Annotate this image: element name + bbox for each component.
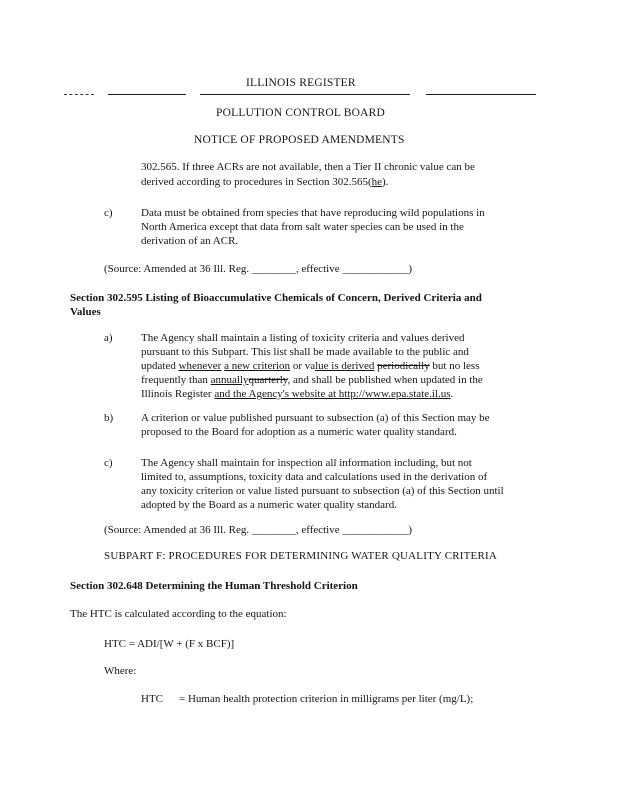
- subsection-c-line-1: Data must be obtained from species that have reproducing wild populations in: [141, 207, 485, 219]
- subsection-c2-line-2: limited to, assumptions, toxicity data and calculations used in the derivation of: [141, 471, 488, 483]
- subsection-c2-line-4: adopted by the Board as a numeric water quality standard.: [141, 499, 397, 511]
- section-302-648-heading: Section 302.648 Determining the Human Threshold Criterion: [70, 580, 358, 592]
- subsection-c2-line-1: The Agency shall maintain for inspection all information including, but not: [141, 457, 472, 469]
- source-note-1: (Source: Amended at 36 Ill. Reg. ________, effective ____________): [104, 263, 413, 275]
- subpart-f-heading: SUBPART F: PROCEDURES FOR DETERMINING WATER QUALITY CRITERIA: [104, 550, 498, 562]
- htc-definition: HTC = Human health protection criterion in milligrams per liter (mg/L);: [141, 693, 474, 705]
- source-note-2: (Source: Amended at 36 Ill. Reg. ________, effective ____________): [104, 524, 413, 536]
- subsection-a-line-5: Illinois Register and the Agency's website at http://www.epa.state.il.us.: [141, 388, 454, 400]
- subsection-c2-marker: c): [104, 457, 113, 469]
- header-rule-left: [108, 94, 186, 95]
- subsection-a-line-3: updated whenever a new criterion or value is derived periodically but no less: [141, 360, 480, 372]
- subsection-c-marker: c): [104, 207, 113, 219]
- subsection-b-line-1: A criterion or value published pursuant to subsection (a) of this Section may be: [141, 412, 490, 424]
- section-302-595-heading-line-1: Section 302.595 Listing of Bioaccumulative Chemicals of Concern, Derived Criteria and: [70, 292, 482, 304]
- subsection-a-marker: a): [104, 332, 113, 344]
- where-label: Where:: [104, 665, 137, 677]
- subsection-a-line-1: The Agency shall maintain a listing of toxicity criteria and values derived: [141, 332, 465, 344]
- para-302-565-line-2: derived according to procedures in Section 302.565(he).: [141, 176, 389, 188]
- section-302-595-heading-line-2: Values: [70, 306, 101, 318]
- notice-title: NOTICE OF PROPOSED AMENDMENTS: [194, 134, 405, 146]
- board-title: POLLUTION CONTROL BOARD: [216, 107, 386, 119]
- subsection-c-line-2: North America except that data from salt water species can be used in the: [141, 221, 464, 233]
- header-rule-left-dash: [64, 94, 94, 95]
- subsection-a-line-4: frequently than annuallyquarterly, and shall be published when updated in the: [141, 374, 483, 386]
- htc-equation: HTC = ADI/[W + (F x BCF)]: [104, 638, 235, 650]
- subsection-a-line-2: pursuant to this Subpart. This list shall be made available to the public and: [141, 346, 469, 358]
- para-302-565-line-1: 302.565. If three ACRs are not available, then a Tier II chronic value can be: [141, 161, 475, 173]
- htc-intro: The HTC is calculated according to the equation:: [70, 608, 287, 620]
- header-rule-right: [426, 94, 536, 95]
- subsection-c2-line-3: any toxicity criterion or value listed pursuant to subsection (a) of this Section until: [141, 485, 504, 497]
- subsection-b-line-2: proposed to the Board for adoption as a numeric water quality standard.: [141, 426, 457, 438]
- subsection-c-line-3: derivation of an ACR.: [141, 235, 239, 247]
- header-rule-center: [200, 94, 410, 95]
- register-title: ILLINOIS REGISTER: [246, 77, 356, 89]
- subsection-b-marker: b): [104, 412, 114, 424]
